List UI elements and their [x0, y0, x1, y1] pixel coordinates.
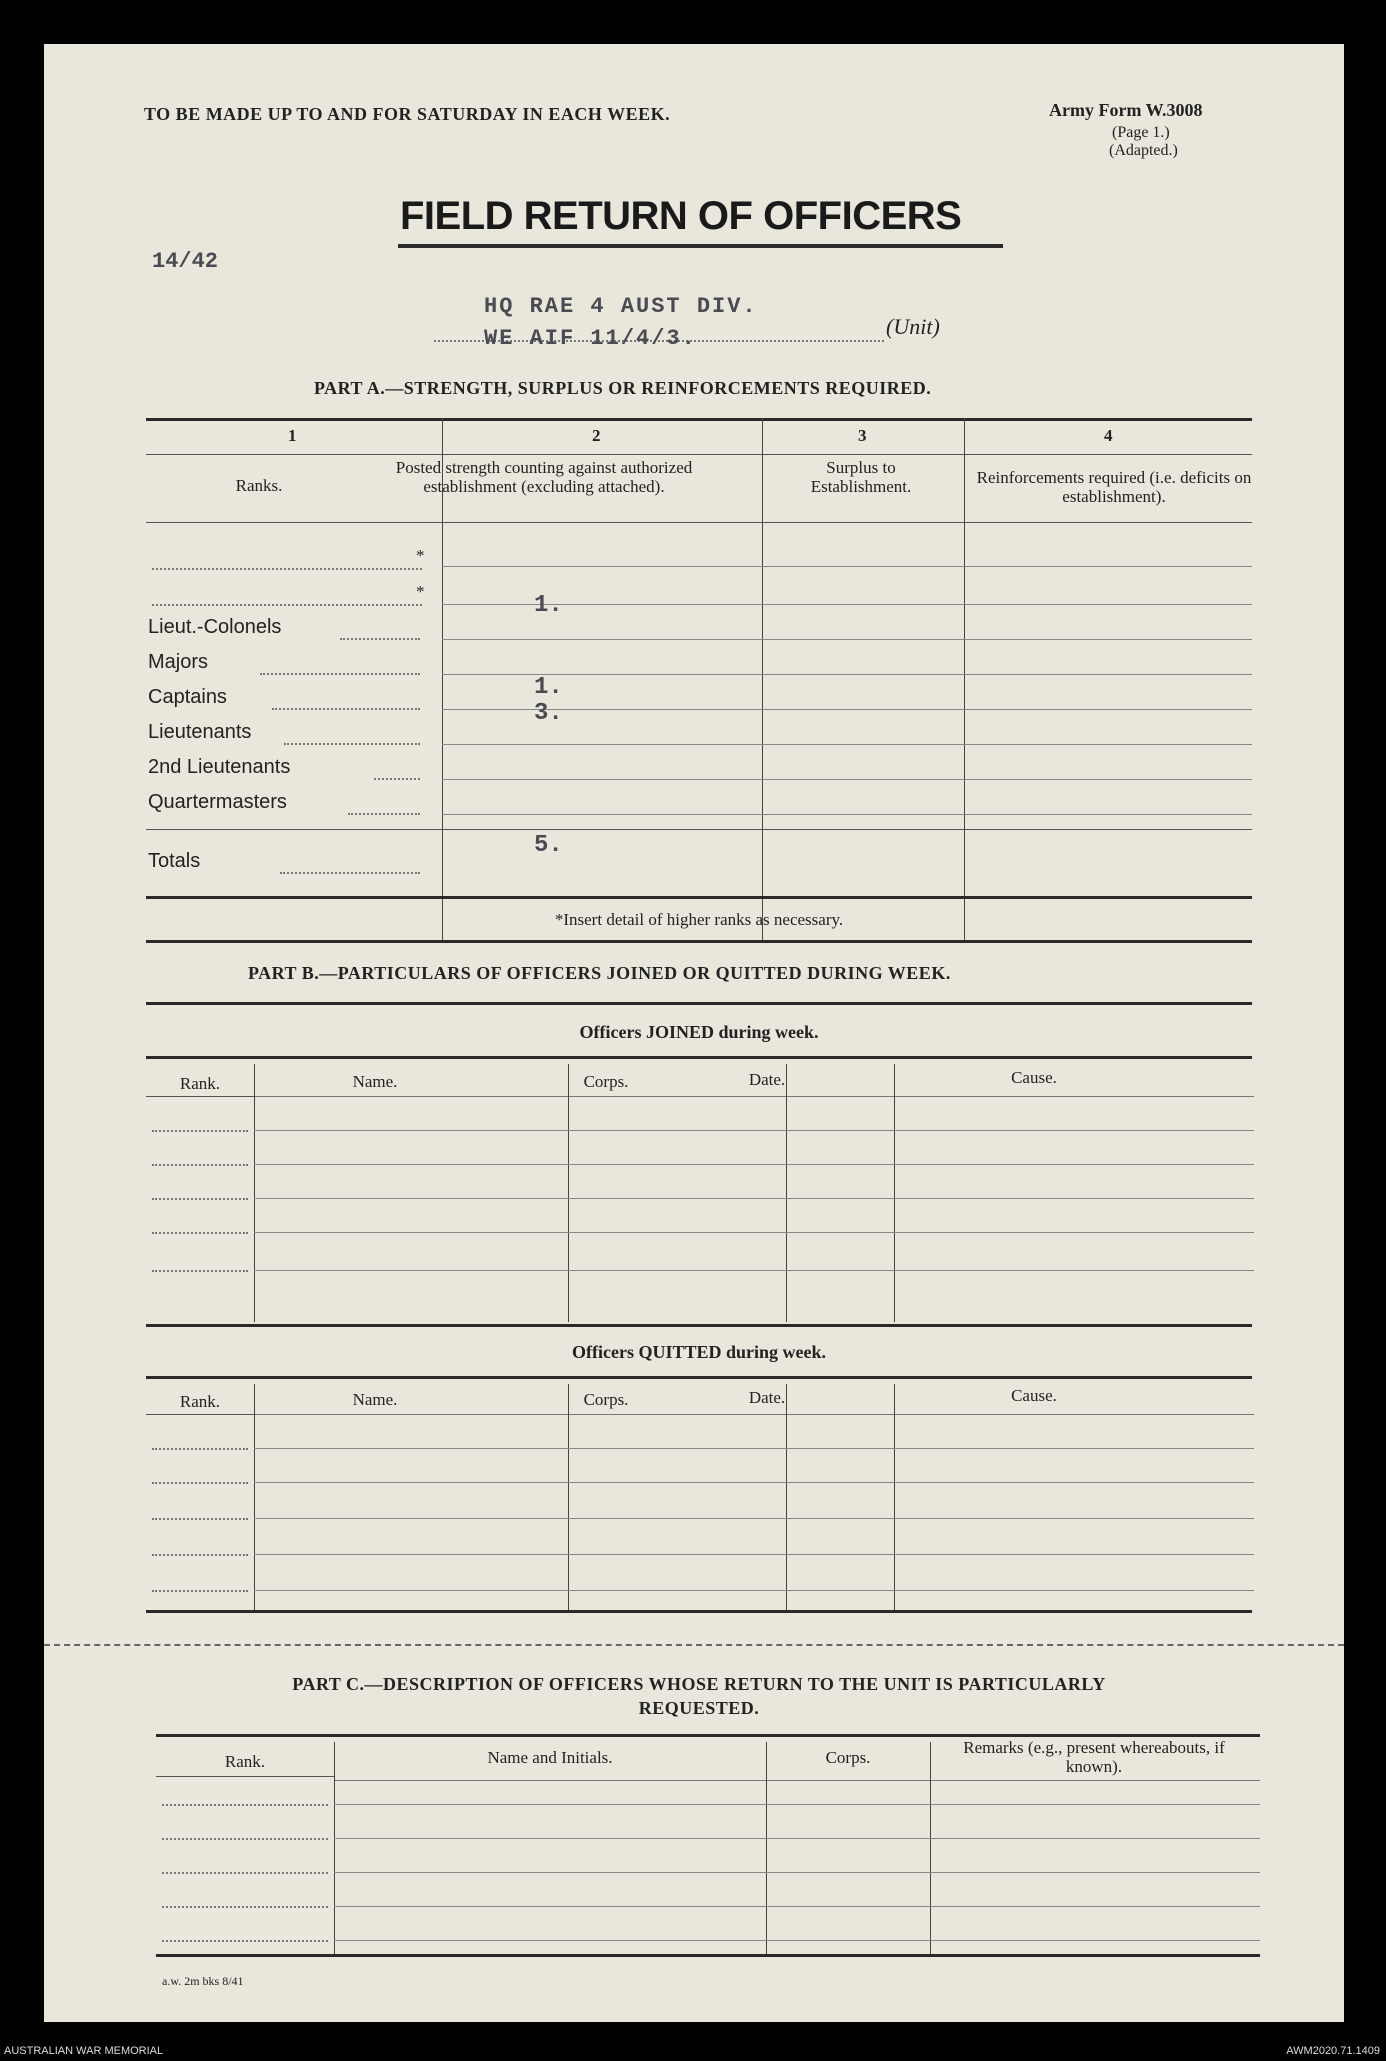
row-line-5: [442, 709, 1252, 710]
part-a-divider-2: [762, 418, 763, 940]
leader-dots-4: [284, 743, 420, 745]
col-header-reinforcements: Reinforcements required (i.e. deficits on establishment).: [976, 468, 1252, 506]
quitted-title: Officers QUITTED during week.: [572, 1342, 826, 1362]
col-header-ranks: Ranks.: [235, 476, 283, 495]
joined-col-cause: Cause.: [1011, 1068, 1057, 1087]
part-a-note: *Insert detail of higher ranks as necessary.: [554, 910, 844, 929]
quitted-bottom-rule: [146, 1610, 1252, 1613]
col-number-rule: [146, 454, 1252, 455]
instruction-text: TO BE MADE UP TO AND FOR SATURDAY IN EACH WEEK.: [144, 104, 671, 124]
part-c-row-line-5: [334, 1940, 1260, 1941]
joined-top-rule: [146, 1056, 1252, 1059]
leader-dots-2: [260, 673, 420, 675]
col-header-posted: Posted strength counting against authorized establishment (excluding attached).: [395, 458, 693, 496]
quitted-dot-line-4: [152, 1554, 248, 1556]
quitted-row-line-4: [254, 1554, 1254, 1555]
quitted-rank-header-rule: [146, 1414, 254, 1415]
quitted-divider-3: [786, 1384, 787, 1610]
part-c-dot-line-2: [162, 1838, 328, 1840]
quitted-header-rule: [254, 1414, 1254, 1415]
part-c-top-rule: [156, 1734, 1260, 1737]
rank-captains: Captains: [148, 686, 227, 708]
part-c-dot-line-5: [162, 1940, 328, 1942]
quitted-row-line-5: [254, 1590, 1254, 1591]
part-a-divider-3: [964, 418, 965, 940]
leader-dots-1: [340, 638, 420, 640]
reference-number: 14/42: [152, 249, 219, 274]
joined-header-rule: [254, 1096, 1254, 1097]
part-c-col-remarks: Remarks (e.g., present whereabouts, if known).: [963, 1738, 1225, 1776]
rank-lieutenants: Lieutenants: [148, 721, 252, 743]
joined-col-date: Date.: [748, 1070, 786, 1089]
header-bottom-rule: [146, 522, 1252, 523]
joined-divider-3: [786, 1064, 787, 1322]
joined-col-rank: Rank.: [179, 1074, 221, 1093]
quitted-dot-line-3: [152, 1518, 248, 1520]
joined-col-name: Name.: [352, 1072, 398, 1091]
part-c-title-1: PART C.—DESCRIPTION OF OFFICERS WHOSE RETURN TO THE UNIT IS PARTICULARLY: [292, 1674, 1106, 1694]
form-sheet: [44, 44, 1344, 2022]
quitted-divider-4: [894, 1384, 895, 1610]
part-a-top-rule: [146, 418, 1252, 421]
joined-dot-line-4: [152, 1232, 248, 1234]
totals-leader-dots: [280, 872, 420, 874]
rank-lieut-colonels: Lieut.-Colonels: [148, 616, 282, 638]
perforation-line: [44, 1644, 1344, 1646]
footer-right-label: AWM2020.71.1409: [1286, 2045, 1380, 2057]
part-c-col-name: Name and Initials.: [487, 1748, 613, 1767]
joined-divider-2: [568, 1064, 569, 1322]
col-number-4: 4: [1104, 426, 1113, 445]
joined-dot-line-1: [152, 1130, 248, 1132]
quitted-row-line-2: [254, 1482, 1254, 1483]
quitted-dot-line-1: [152, 1448, 248, 1450]
leader-dots-6: [348, 813, 420, 815]
part-c-row-line-3: [334, 1872, 1260, 1873]
rank-2nd-lieutenants: 2nd Lieutenants: [148, 756, 291, 778]
blank-rank-line-1: [152, 568, 422, 570]
title-underline: [398, 244, 1003, 248]
part-c-col-corps: Corps.: [825, 1748, 871, 1767]
quitted-dot-line-5: [152, 1590, 248, 1592]
part-a-note-rule: [146, 940, 1252, 943]
form-page: (Page 1.): [1112, 124, 1170, 141]
joined-row-line-2: [254, 1164, 1254, 1165]
quitted-top-rule: [146, 1376, 1252, 1379]
part-c-row-line-1: [334, 1804, 1260, 1805]
form-adapted: (Adapted.): [1109, 142, 1178, 159]
row-line-4: [442, 674, 1252, 675]
print-code: a.w. 2m bks 8/41: [162, 1974, 244, 1988]
quitted-col-date: Date.: [748, 1388, 786, 1407]
joined-bottom-rule: [146, 1324, 1252, 1327]
col-header-surplus: Surplus to Establishment.: [810, 458, 912, 496]
value-captains: 1.: [534, 674, 563, 701]
col-number-2: 2: [592, 426, 601, 445]
part-c-divider-2: [766, 1742, 767, 1954]
value-lieutenants: 3.: [534, 700, 563, 727]
joined-divider-1: [254, 1064, 255, 1322]
quitted-col-name: Name.: [352, 1390, 398, 1409]
quitted-dot-line-2: [152, 1482, 248, 1484]
joined-row-line-5: [254, 1270, 1254, 1271]
quitted-col-corps: Corps.: [583, 1390, 629, 1409]
part-c-header-rule: [334, 1780, 1260, 1781]
part-a-divider-1: [442, 418, 443, 940]
quitted-col-rank: Rank.: [179, 1392, 221, 1411]
part-a-title: PART A.—STRENGTH, SURPLUS OR REINFORCEMENTS REQUIRED.: [314, 378, 932, 398]
part-c-dot-line-4: [162, 1906, 328, 1908]
part-c-bottom-rule: [156, 1954, 1260, 1957]
joined-row-line-3: [254, 1198, 1254, 1199]
unit-line-2: WE AIF 11/4/3.: [484, 326, 697, 351]
row-line-2: [442, 604, 1252, 605]
row-line-1: [442, 566, 1252, 567]
leader-dots-3: [272, 708, 420, 710]
joined-col-corps: Corps.: [583, 1072, 629, 1091]
joined-title: Officers JOINED during week.: [579, 1022, 819, 1042]
joined-row-line-4: [254, 1232, 1254, 1233]
totals-top-rule: [146, 829, 1252, 830]
asterisk-1: *: [416, 546, 425, 565]
part-b-top-rule: [146, 1002, 1252, 1005]
part-c-divider-3: [930, 1742, 931, 1954]
totals-label: Totals: [148, 850, 201, 872]
unit-line-1: HQ RAE 4 AUST DIV.: [484, 294, 758, 319]
rank-quartermasters: Quartermasters: [148, 791, 287, 813]
row-line-7: [442, 779, 1252, 780]
rank-majors: Majors: [148, 651, 209, 673]
quitted-divider-2: [568, 1384, 569, 1610]
part-b-title: PART B.—PARTICULARS OF OFFICERS JOINED OR QUITTED DURING WEEK.: [248, 963, 951, 983]
part-c-dot-line-3: [162, 1872, 328, 1874]
part-c-col-rank: Rank.: [224, 1752, 266, 1771]
part-c-title-2: REQUESTED.: [638, 1698, 760, 1718]
leader-dots-5: [374, 778, 420, 780]
blank-rank-line-2: [152, 604, 422, 606]
part-c-divider-1: [334, 1742, 335, 1954]
quitted-col-cause: Cause.: [1011, 1386, 1057, 1405]
part-c-row-line-2: [334, 1838, 1260, 1839]
unit-label: (Unit): [886, 314, 940, 339]
asterisk-2: *: [416, 582, 425, 601]
quitted-row-line-3: [254, 1518, 1254, 1519]
part-c-row-line-4: [334, 1906, 1260, 1907]
form-number: Army Form W.3008: [1049, 100, 1203, 120]
quitted-divider-1: [254, 1384, 255, 1610]
joined-dot-line-3: [152, 1198, 248, 1200]
quitted-row-line-1: [254, 1448, 1254, 1449]
joined-dot-line-2: [152, 1164, 248, 1166]
part-a-bottom-rule: [146, 896, 1252, 899]
joined-rank-header-rule: [146, 1096, 254, 1097]
joined-divider-4: [894, 1064, 895, 1322]
col-number-3: 3: [858, 426, 867, 445]
footer-left-label: AUSTRALIAN WAR MEMORIAL: [4, 2045, 164, 2057]
totals-value: 5.: [534, 832, 563, 859]
col-number-1: 1: [288, 426, 297, 445]
row-line-3: [442, 639, 1252, 640]
part-c-rank-header-rule: [156, 1776, 334, 1777]
row-line-6: [442, 744, 1252, 745]
value-lieut-colonels: 1.: [534, 592, 563, 619]
joined-row-line-1: [254, 1130, 1254, 1131]
page-title: FIELD RETURN OF OFFICERS: [400, 194, 962, 238]
joined-dot-line-5: [152, 1270, 248, 1272]
part-c-dot-line-1: [162, 1804, 328, 1806]
row-line-8: [442, 814, 1252, 815]
